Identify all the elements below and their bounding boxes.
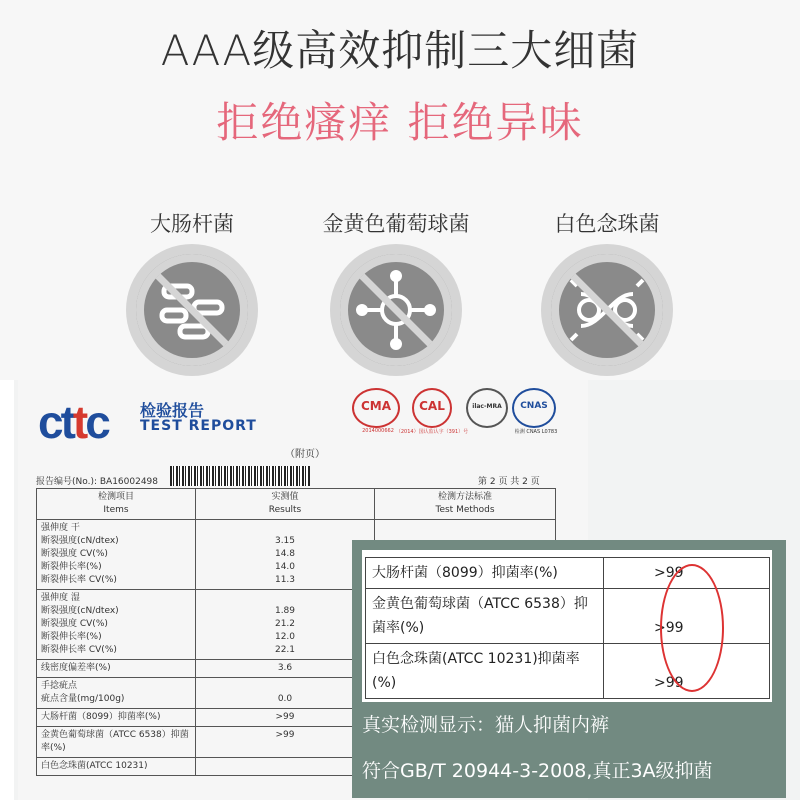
header-results: 实测值 Results	[196, 489, 375, 520]
caption-standard: 符合GB/T 20944-3-2008,真正3A级抑菌	[362, 760, 713, 782]
virus-cluster-icon	[340, 254, 452, 366]
header-methods: 检测方法标准 Test Methods	[375, 489, 556, 520]
result-row: 金黄色葡萄球菌（ATCC 6538）抑菌率(%) >99	[366, 589, 770, 644]
logo-title-cn: 检验报告	[140, 401, 205, 420]
dna-virus-icon	[551, 254, 663, 366]
table-row: 强伸度 干 断裂强度(cN/dtex) 断裂强度 CV(%) 断裂伸长率(%) 断裂伸长率 CV(%) 3.15 14.8 14.0 11.3	[37, 520, 556, 590]
bacteria-item-ecoli	[92, 208, 292, 366]
page-count: 第 2 页 共 2 页	[478, 477, 540, 487]
caption-detection: 真实检测显示：猫人抑菌内裤	[362, 714, 610, 736]
highlight-ellipse	[660, 564, 724, 692]
bacteria-item-staph	[296, 208, 496, 366]
table-row: 大肠杆菌（8099）抑菌率(%) >99	[37, 709, 556, 727]
result-row: 白色念珠菌(ATCC 10231)抑菌率(%) >99	[366, 644, 770, 699]
table-row: 手捻疵点 疵点含量(mg/100g) 0.0	[37, 678, 556, 709]
ilac-mra-stamp: ilac-MRA	[466, 388, 508, 428]
table-header-row	[37, 489, 556, 520]
table-row: 白色念珠菌(ATCC 10231)	[37, 758, 556, 776]
table-row: 金黄色葡萄球菌（ATCC 6538）抑菌率(%) >99	[37, 727, 556, 758]
bacteria-name: 金黄色葡萄球菌	[322, 212, 470, 236]
bacteria-name: 大肠杆菌	[150, 212, 234, 236]
result-row: 大肠杆菌（8099）抑菌率(%) >99	[366, 558, 770, 589]
report-number: 报告编号(No.): BA16002498	[36, 477, 158, 487]
cttc-logo: cttc	[38, 396, 108, 448]
table-row: 强伸度 湿 断裂强度(cN/dtex) 断裂强度 CV(%) 断裂伸长率(%) 断裂伸长率 CV(%) 1.89 21.2 12.0 22.1	[37, 590, 556, 660]
cal-stamp: CAL （2014）国认监认字（391）号	[412, 388, 452, 428]
subline: 拒绝瘙痒 拒绝异味	[216, 98, 584, 147]
appendix-label: （附页）	[285, 449, 325, 460]
cnas-stamp: CNAS 检测 CNAS L0783	[512, 388, 556, 428]
table-row: 线密度偏差率(%) 3.6	[37, 660, 556, 678]
header-items: 检测项目 Items	[37, 489, 196, 520]
bacteria-name: 白色念珠菌	[554, 212, 660, 236]
rod-bacteria-icon	[136, 254, 248, 366]
cma-stamp: CMA 2014000662	[352, 388, 400, 428]
bacteria-item-candida	[507, 208, 707, 366]
barcode	[170, 466, 310, 486]
headline: AAA级高效抑制三大细菌	[160, 26, 640, 75]
logo-title-en: TEST REPORT	[140, 418, 257, 434]
